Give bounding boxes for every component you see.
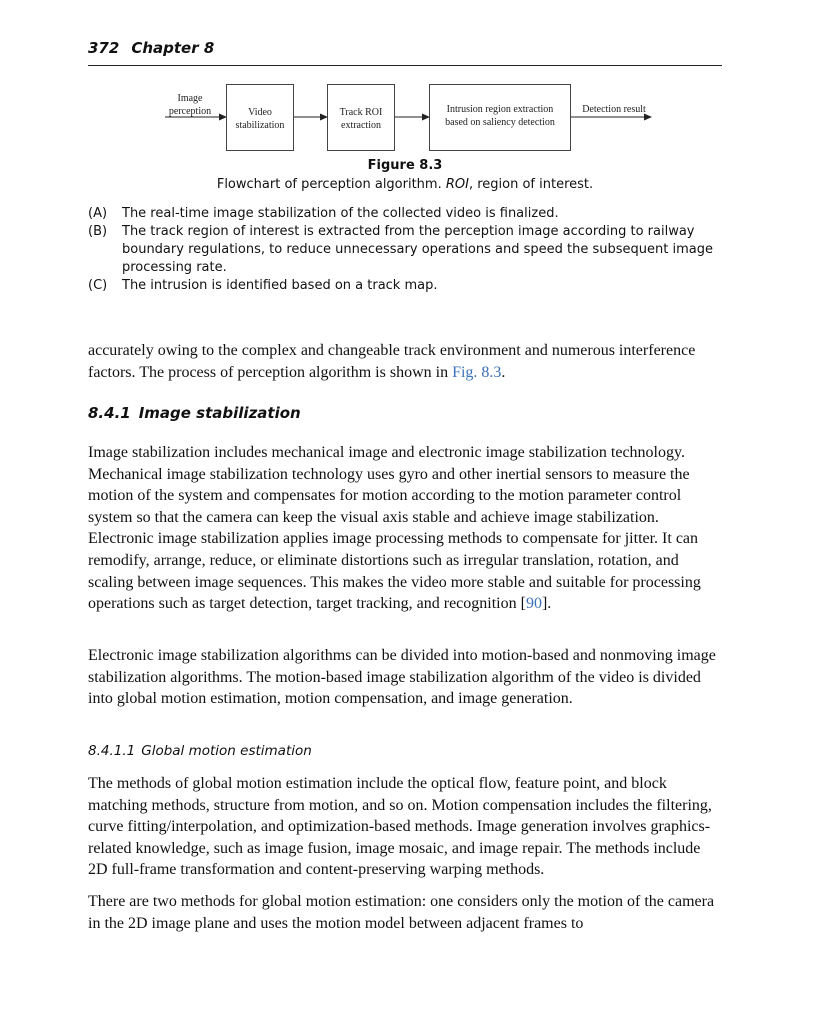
box1-line2: stabilization [235,120,285,131]
list-item [88,277,718,295]
caption-text: Flowchart of perception algorithm. [216,177,446,192]
list-item-text: The real-time image stabilization of the collected video is finalized. [122,206,559,221]
citation-open: [ [520,595,526,613]
section-heading [88,404,301,422]
figure-caption [88,177,722,192]
intro-end: . [501,363,506,381]
page-number: 372 [88,39,120,57]
input-label-line2: perception [168,106,212,117]
intro-text: accurately owing to the complex and changeable track environment and numerous interference factors. The process of perception algorithm is shown in [88,342,696,381]
algorithm-steps-list [88,205,718,295]
box1-line1: Video [248,107,272,118]
caption-text-end: , region of interest. [468,177,594,192]
input-label-line1: Image [177,93,203,104]
box2-line2: extraction [341,120,381,131]
electronic-paragraph: Electronic image stabilization algorithms can be divided into motion-based and nonmoving image stabilization algorithms. The motion-based image stabilization algorithm of the video is divided into global motion estimation, motion compensation, and image generation. [88,647,716,708]
section-number: 8.4.1 [88,404,131,422]
stabilization-text: Image stabilization includes mechanical image and electronic image stabilization technology. Mechanical image stabilization technology uses gyro and other inertial sensors to measure the motion of the system and compensates for motion according to the motion parameter control system so that the camera can keep the visual axis stable and achieve image stabilization. Electronic image stabilization applies image processing methods to compensate for jitter. It can remodify, arrange, reduce, or eliminate distortions such as irregular translation, rotation, and scaling between image sequences. This makes the video more stable and suitable for processing operations such as target detection, target tracking, and recognition [88,444,701,613]
subsection-heading [88,743,312,759]
figure-label: Figure 8.3 [367,158,443,173]
intro-paragraph [88,340,720,383]
list-item-label: (A) [88,206,108,221]
caption-abbreviation: ROI [445,177,469,192]
list-item [88,205,718,223]
box2-line1: Track ROI [339,107,383,118]
box3-line2: based on saliency detection [445,117,555,128]
box3-line1: Intrusion region extraction [446,104,554,115]
list-item-text: The intrusion is identified based on a track map. [122,278,438,293]
subsection-number: 8.4.1.1 [88,743,136,759]
global-motion-paragraph: There are two methods for global motion estimation: one considers only the motion of the camera in the 2D image plane and uses the motion model between adjacent frames to [88,893,715,932]
citation-close: ]. [541,595,552,613]
methods-paragraph: The methods of global motion estimation include the optical flow, feature point, and block matching methods, structure from motion, and so on. Motion compensation includes the filtering, curve fitting/interpolation, and optimization-based methods. Image generation involves graphics-related knowledge, such as image fusion, image mosaic, and image repair. The methods include 2D full-frame transformation and content-preserving warping methods. [88,775,712,879]
list-item-text: The track region of interest is extracted from the perception image according to railway boundary regulations, to reduce unnecessary operations and speed the subsequent image processing rate. [122,224,713,275]
citation-link[interactable]: 90 [525,595,542,613]
subsection-title: Global motion estimation [141,743,312,759]
list-item [88,223,718,277]
flowchart-diagram [0,0,830,160]
list-item-label: (C) [88,278,108,293]
output-label: Detection result [582,104,646,115]
figure-reference-link[interactable]: Fig. 8.3 [452,363,502,381]
stabilization-paragraph [88,442,720,615]
section-title: Image stabilization [138,404,301,422]
list-item-label: (B) [88,224,108,239]
chapter-title: Chapter 8 [131,39,215,57]
